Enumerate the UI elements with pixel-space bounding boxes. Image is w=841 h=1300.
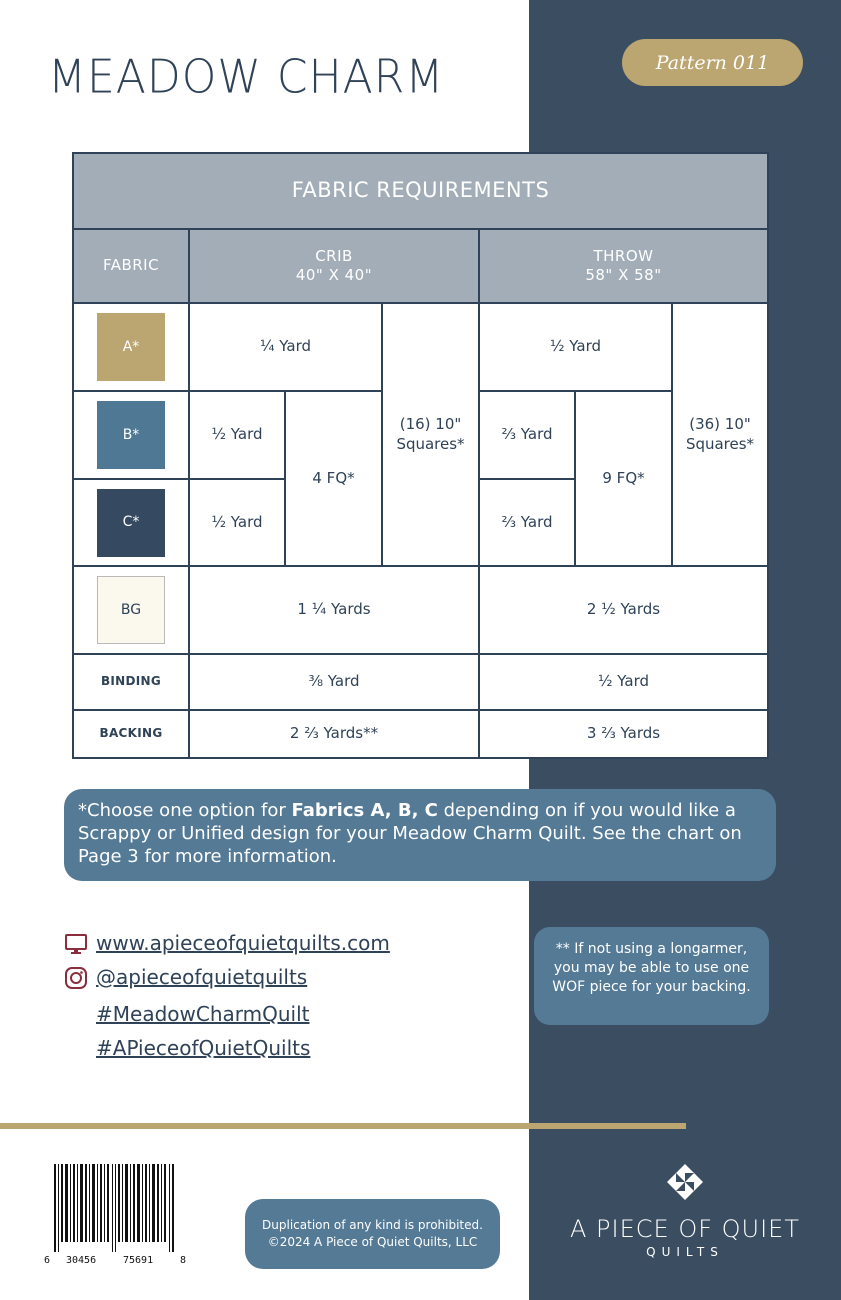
note-bold: Fabrics A, B, C <box>291 800 438 821</box>
crib-label: CRIB <box>315 246 353 265</box>
binding-label: BINDING <box>74 655 188 709</box>
crib-column-header <box>190 230 478 302</box>
monitor-icon <box>64 932 88 956</box>
fabric-bg-cell <box>74 567 188 653</box>
note-prefix: *Choose one option for <box>78 800 292 821</box>
copyright-notice <box>245 1199 500 1269</box>
fabric-b-label: B* <box>122 426 140 443</box>
instagram-icon <box>64 966 88 990</box>
brand-subtitle: QUILTS <box>646 1245 724 1259</box>
fabric-b-cell <box>74 392 188 478</box>
fabric-bg-swatch <box>97 576 165 644</box>
barcode-digit-right: 8 <box>180 1255 187 1266</box>
hashtag-a-piece-of-quiet[interactable]: #APieceofQuietQuilts <box>96 1036 311 1060</box>
crib-fabric-c-yardage: ½ Yard <box>190 480 284 565</box>
barcode <box>54 1164 178 1252</box>
fabric-b-swatch <box>97 401 165 469</box>
barcode-digit-left: 6 <box>44 1255 51 1266</box>
duplication-line: Duplication of any kind is prohibited. <box>262 1218 483 1232</box>
backing-crib: 2 ⅔ Yards** <box>190 711 478 757</box>
instagram-link[interactable]: @apieceofquietquilts <box>96 965 308 989</box>
fabric-c-label: C* <box>122 514 140 531</box>
website-link[interactable]: www.apieceofquietquilts.com <box>96 931 390 955</box>
throw-label: THROW <box>593 246 654 265</box>
fabric-option-note <box>64 789 776 881</box>
backing-label: BACKING <box>74 711 188 757</box>
note-suffix: depending on if you would like a Scrappy or Unified design for your Meadow Charm Quilt. See the chart on Page 3 for more information. <box>78 800 742 867</box>
copyright-line: ©2024 A Piece of Quiet Quilts, LLC <box>267 1235 478 1249</box>
hashtag-meadow-charm[interactable]: #MeadowCharmQuilt <box>96 1002 310 1026</box>
backing-throw: 3 ⅔ Yards <box>480 711 767 757</box>
table-title: FABRIC REQUIREMENTS <box>74 154 767 228</box>
crib-squares: (16) 10" Squares* <box>383 304 478 565</box>
pattern-number-badge: Pattern 011 <box>622 39 803 86</box>
fabric-a-cell <box>74 304 188 390</box>
binding-crib: ⅜ Yard <box>190 655 478 709</box>
crib-fat-quarters: 4 FQ* <box>286 392 381 565</box>
fabric-requirements-table <box>72 152 769 759</box>
fabric-c-swatch <box>97 489 165 557</box>
fabric-c-cell <box>74 480 188 565</box>
fabric-column-header: FABRIC <box>74 230 188 302</box>
brand-name: A PIECE OF QUIET <box>570 1215 800 1243</box>
throw-fabric-a-yardage: ½ Yard <box>480 304 671 390</box>
fabric-a-label: A* <box>122 338 140 355</box>
crib-size: 40" X 40" <box>295 266 373 284</box>
barcode-digits-group2: 75691 <box>123 1255 154 1266</box>
backing-note: ** If not using a longarmer, you may be able to use one WOF piece for your backing. <box>534 927 769 1025</box>
throw-fabric-b-yardage: ⅔ Yard <box>480 392 574 478</box>
binding-throw: ½ Yard <box>480 655 767 709</box>
barcode-digits-group1: 30456 <box>66 1255 97 1266</box>
crib-fabric-b-yardage: ½ Yard <box>190 392 284 478</box>
fabric-bg-label: BG <box>120 601 142 618</box>
throw-squares: (36) 10" Squares* <box>673 304 767 565</box>
gold-divider <box>0 1123 686 1129</box>
throw-fat-quarters: 9 FQ* <box>576 392 671 565</box>
fabric-a-swatch <box>97 313 165 381</box>
pinwheel-logo-icon <box>666 1163 704 1201</box>
throw-bg-yardage: 2 ½ Yards <box>480 567 767 653</box>
throw-fabric-c-yardage: ⅔ Yard <box>480 480 574 565</box>
throw-size: 58" X 58" <box>585 266 662 284</box>
crib-fabric-a-yardage: ¼ Yard <box>190 304 381 390</box>
throw-column-header <box>480 230 767 302</box>
pattern-title: MEADOW CHARM <box>48 50 445 105</box>
crib-bg-yardage: 1 ¼ Yards <box>190 567 478 653</box>
